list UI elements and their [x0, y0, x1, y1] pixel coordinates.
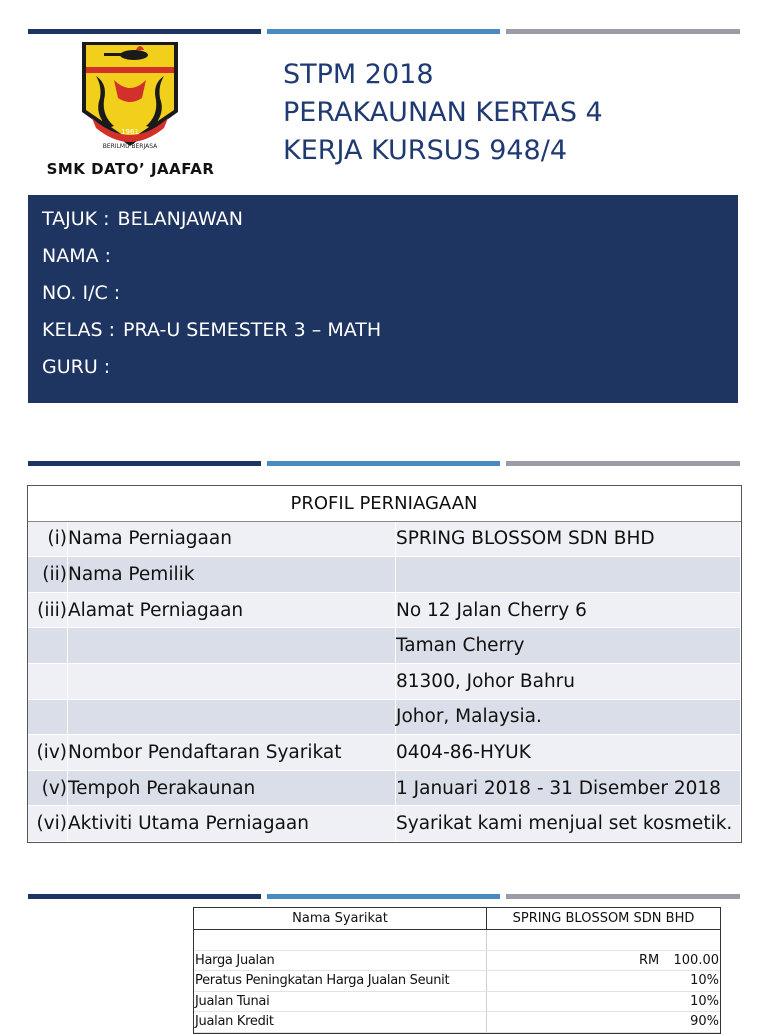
table-row: (vi) Aktiviti Utama Perniagaan Syarikat kami menjual set kosmetik. [28, 806, 741, 842]
table-row: (ii) Nama Pemilik [28, 557, 741, 593]
table-row: (i) Nama Perniagaan SPRING BLOSSOM SDN BHD [28, 521, 741, 557]
sheet-row: Harga Jualan RM 100.00 [194, 951, 720, 972]
sheet-row [194, 930, 720, 951]
table-row: (v) Tempoh Perakaunan 1 Januari 2018 - 31 Disember 2018 [28, 770, 741, 806]
sheet-row: Jualan Tunai 10% [194, 992, 720, 1013]
logo-motto: BERILMU BERJASA [102, 143, 158, 150]
info-row-nama: NAMA : [42, 245, 112, 267]
section-divider-bottom [28, 894, 740, 899]
logo-year: 1961 [121, 128, 139, 136]
info-row-kelas: KELAS : PRA-U SEMESTER 3 – MATH [42, 319, 382, 341]
title-line-1: STPM 2018 [283, 59, 434, 90]
title-line-2: PERAKAUNAN KERTAS 4 [283, 97, 603, 128]
table-header-row [28, 486, 741, 521]
section-divider [28, 461, 740, 466]
sheet-header-value: SPRING BLOSSOM SDN BHD [512, 911, 695, 926]
budget-spreadsheet [193, 907, 721, 1034]
page-title [283, 56, 603, 170]
sheet-row: Jualan Kredit 90% [194, 1012, 720, 1033]
title-line-3: KERJA KURSUS 948/4 [283, 135, 568, 166]
business-profile-table [28, 486, 741, 842]
table-row: 81300, Johor Bahru [28, 663, 741, 699]
table-row: (iii) Alamat Perniagaan No 12 Jalan Cherry 6 [28, 592, 741, 628]
table-row: (iv) Nombor Pendaftaran Syarikat 0404-86-HYUK [28, 735, 741, 771]
profile-heading: PROFIL PERNIAGAAN [28, 486, 741, 521]
sheet-header-label: Nama Syarikat [194, 908, 487, 929]
student-info-panel [28, 195, 738, 403]
school-crest-logo [74, 40, 186, 152]
table-row: Taman Cherry [28, 628, 741, 664]
header-divider [28, 29, 740, 34]
sheet-row: Peratus Peningkatan Harga Jualan Seunit 10% [194, 971, 720, 992]
info-row-ic: NO. I/C : [42, 282, 121, 304]
info-row-tajuk: TAJUK : BELANJAWAN [42, 208, 244, 230]
school-name: SMK DATO’ JAAFAR [46, 160, 215, 178]
sheet-header-row [194, 908, 720, 930]
table-row: Johor, Malaysia. [28, 699, 741, 735]
info-row-guru: GURU : [42, 356, 111, 378]
